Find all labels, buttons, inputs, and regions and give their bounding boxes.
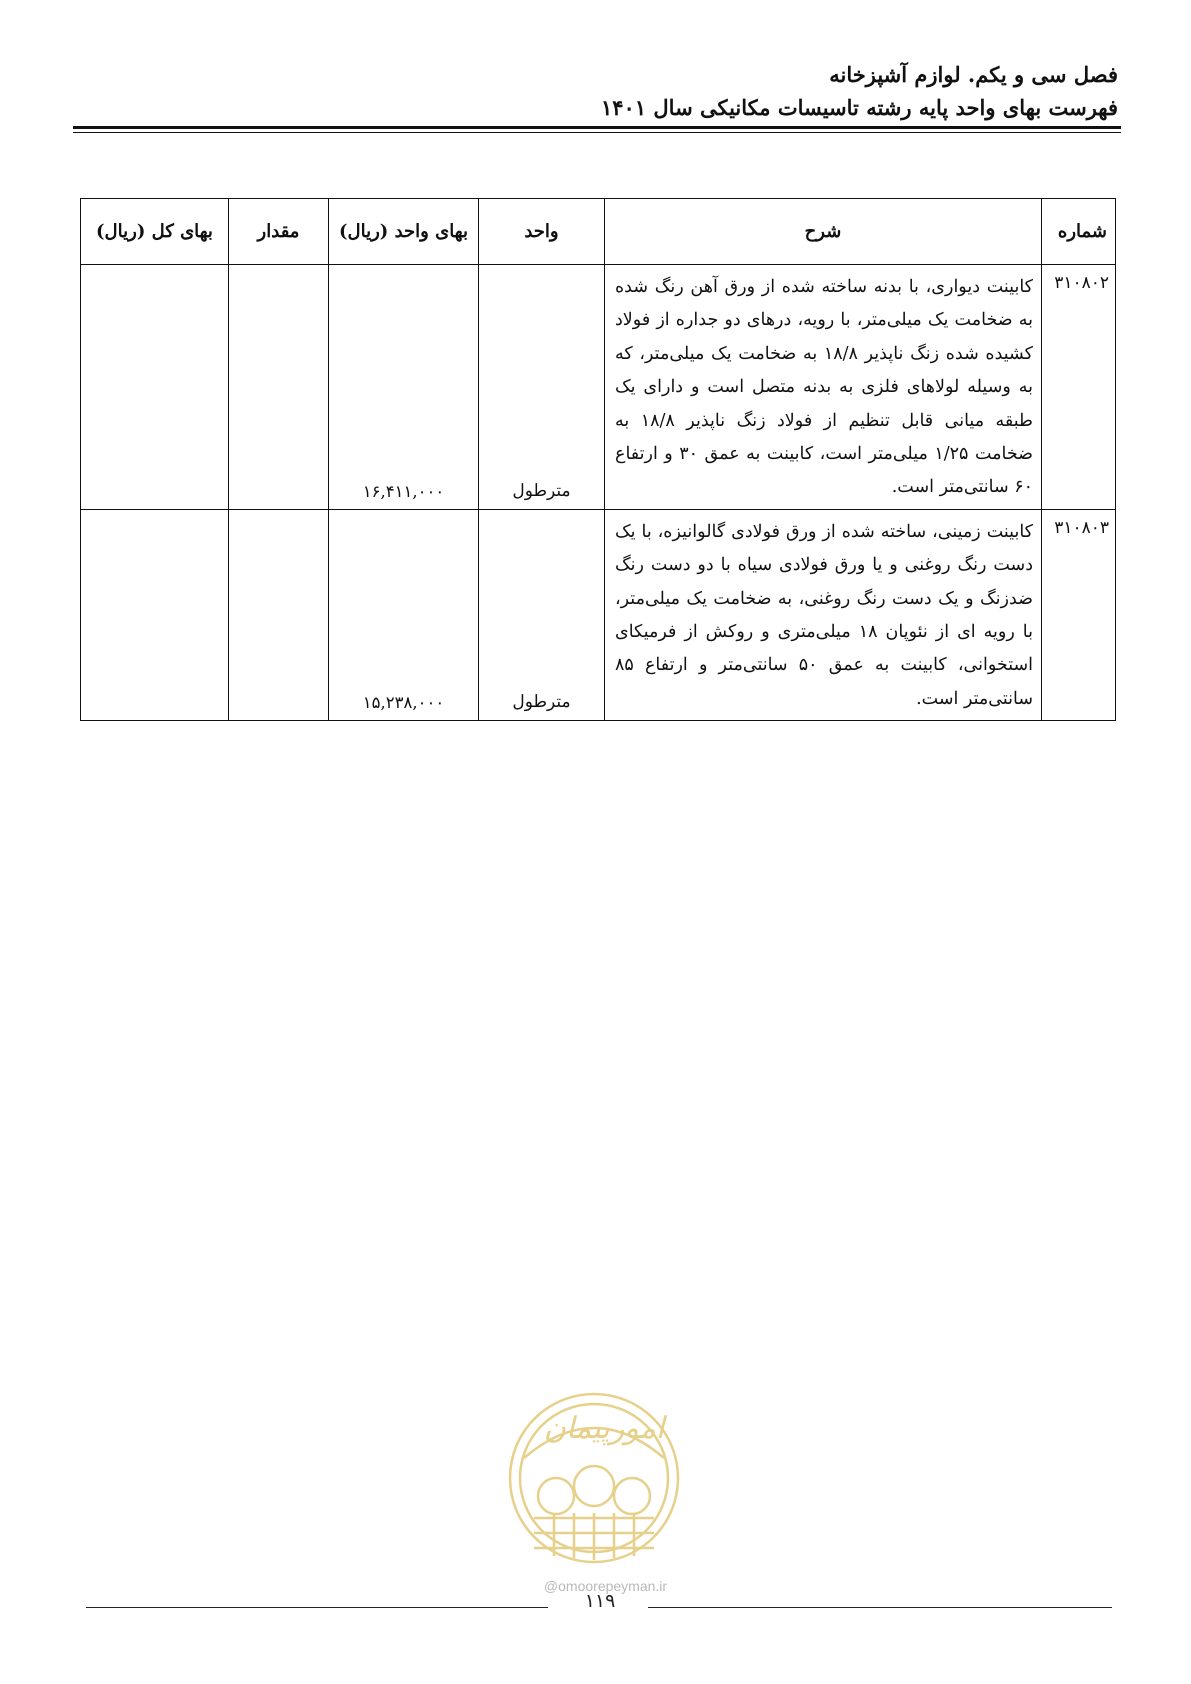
item-total-price xyxy=(81,265,229,510)
item-unit-price: ۱۵,۲۳۸,۰۰۰ xyxy=(329,509,479,720)
table-row xyxy=(81,265,1116,510)
footer-rule-left xyxy=(86,1607,548,1608)
item-description: کابینت دیواری، با بدنه ساخته شده از ورق آهن رنگ شده به ضخامت یک میلی‌متر، با رویه، درهای دو جداره از فولاد کشیده شده زنگ ناپذیر ۱۸/۸ به ضخامت یک میلی‌متر، که به وسیله لولاهای فلزی به بدنه متصل است و دارای یک طبقه میانی قابل تنظیم از فولاد زنگ ناپذیر ۱۸/۸ به ضخامت ۱/۲۵ میلی‌متر است، کابینت به عمق ۳۰ و ارتفاع ۶۰ سانتی‌متر است. xyxy=(605,265,1042,510)
item-code: ۳۱۰۸۰۳ xyxy=(1042,509,1116,720)
footer-rule-right xyxy=(648,1607,1112,1608)
column-header-code: شماره xyxy=(1042,199,1116,265)
item-unit-price: ۱۶,۴۱۱,۰۰۰ xyxy=(329,265,479,510)
item-unit: مترطول xyxy=(479,265,605,510)
column-header-quantity: مقدار xyxy=(229,199,329,265)
watermark-url: @omoorepeyman.ir xyxy=(543,1578,668,1594)
item-total-price xyxy=(81,509,229,720)
header-rule-thick xyxy=(73,126,1121,129)
item-code: ۳۱۰۸۰۲ xyxy=(1042,265,1116,510)
header-rule-thin xyxy=(73,132,1121,133)
watermark-logo xyxy=(504,1378,684,1573)
column-header-unit-price: بهای واحد (ریال) xyxy=(329,199,479,265)
price-list-title: فهرست بهای واحد پایه رشته تاسیسات مکانیکی سال ۱۴۰۱ xyxy=(600,95,1118,120)
item-quantity xyxy=(229,509,329,720)
item-unit: مترطول xyxy=(479,509,605,720)
page-header xyxy=(68,58,1118,124)
watermark-logo-text: امورپیمان xyxy=(543,1411,665,1446)
column-header-description: شرح xyxy=(605,199,1042,265)
item-description: کابینت زمینی، ساخته شده از ورق فولادی گالوانیزه، با یک دست رنگ روغنی و یا ورق فولادی سیاه با دو دست رنگ ضدزنگ و یک دست رنگ روغنی، به ضخامت یک میلی‌متر، با رویه ای از نئوپان ۱۸ میلی‌متری و روکش از فرمیکای استخوانی، کابینت به عمق ۵۰ سانتی‌متر و ارتفاع ۸۵ سانتی‌متر است. xyxy=(605,509,1042,720)
column-header-total-price: بهای کل (ریال) xyxy=(81,199,229,265)
page-number: ۱۱۹ xyxy=(584,1590,616,1612)
item-quantity xyxy=(229,265,329,510)
column-header-unit: واحد xyxy=(479,199,605,265)
price-table xyxy=(80,198,1116,721)
table-header-row xyxy=(81,199,1116,265)
chapter-title: فصل سی و یکم. لوازم آشپزخانه xyxy=(829,62,1118,87)
table-row xyxy=(81,509,1116,720)
